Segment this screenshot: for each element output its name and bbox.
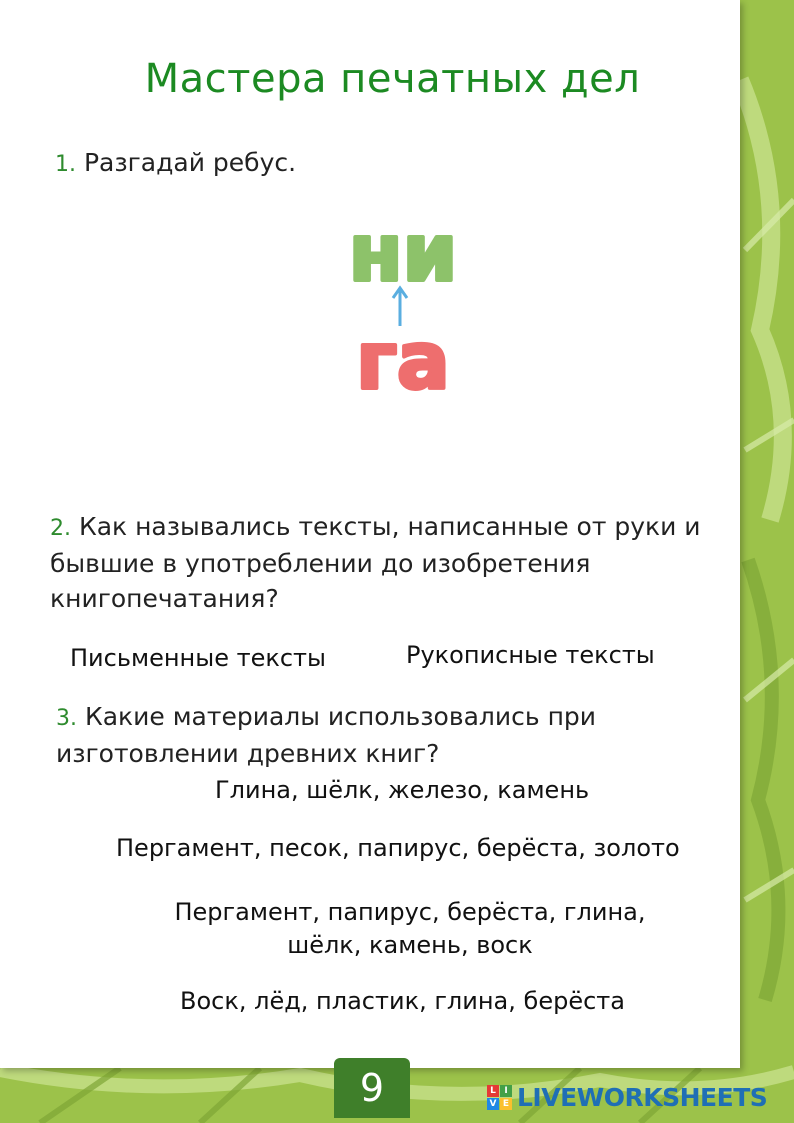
logo-letter-l: L	[487, 1085, 499, 1097]
question-1-text: Разгадай ребус.	[83, 148, 297, 177]
question-2-text: Как назывались тексты, написанные от руки и бывшие в употреблении до изобретения книгопечатания?	[50, 512, 701, 613]
rebus-image	[318, 210, 488, 400]
page-title: Мастера печатных дел	[144, 56, 641, 102]
brand-name: LIVEWORKSHEETS	[517, 1083, 768, 1112]
q3-option-2[interactable]: Пергамент, песок, папирус, берёста, золото	[116, 834, 680, 862]
q2-option-2[interactable]: Рукописные тексты	[406, 641, 655, 669]
question-1-number: 1.	[55, 152, 76, 177]
logo-letter-e: E	[500, 1098, 512, 1110]
liveworksheets-brand	[487, 1081, 787, 1117]
q3-option-3[interactable]: Пергамент, папирус, берёста, глина, шёлк, камень, воск	[174, 898, 646, 959]
page-number: 9	[334, 1058, 410, 1118]
question-3	[56, 699, 696, 771]
liveworksheets-logo-icon	[487, 1085, 513, 1111]
q3-option-1[interactable]: Глина, шёлк, железо, камень	[215, 776, 590, 804]
q3-option-4[interactable]: Воск, лёд, пластик, глина, берёста	[180, 987, 625, 1015]
question-1	[55, 145, 296, 182]
question-3-text: Какие материалы использовались при изготовлении древних книг?	[56, 702, 597, 768]
q2-option-1[interactable]: Письменные тексты	[70, 644, 326, 672]
rebus-bottom-letters: га	[356, 317, 450, 400]
question-2	[50, 509, 730, 616]
question-2-number: 2.	[50, 516, 71, 541]
logo-letter-i: I	[500, 1085, 512, 1097]
logo-letter-v: V	[487, 1098, 499, 1110]
rebus-top-letters: ни	[348, 210, 458, 299]
question-3-number: 3.	[56, 706, 77, 731]
